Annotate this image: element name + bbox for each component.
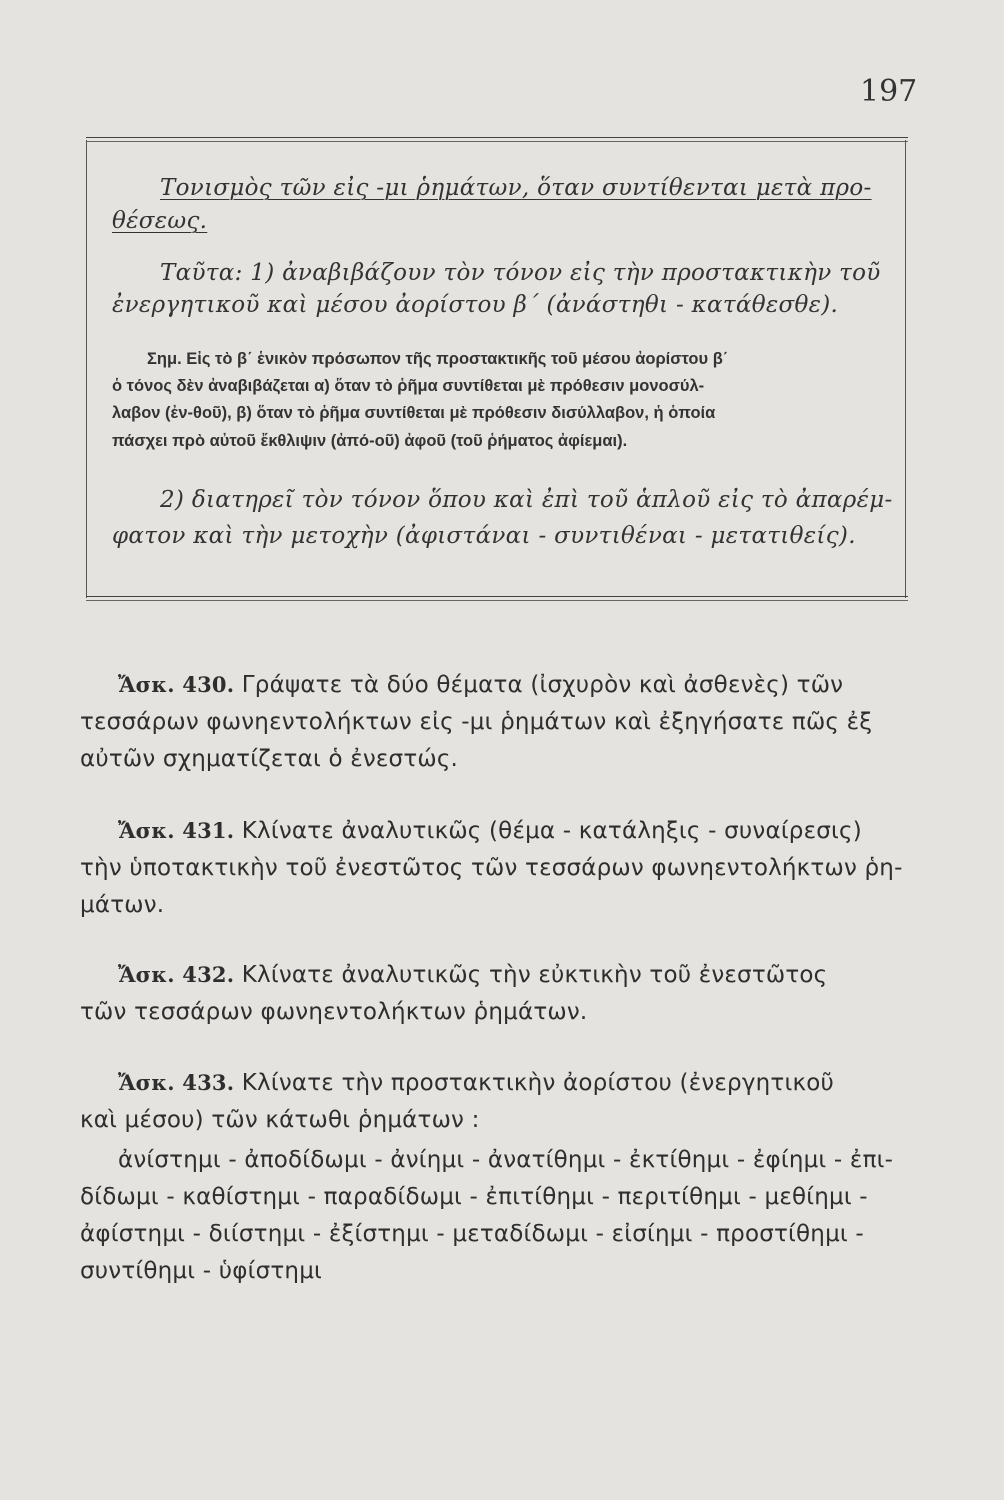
- verb-list-line-4: συντίθημι - ὑφίστημι: [80, 1258, 323, 1284]
- note-line-4: πάσχει πρὸ αὐτοῦ ἔκθλιψιν (ἀπό-οῦ) ἀφοῦ (τοῦ ῥήματος ἀφίεμαι).: [112, 432, 628, 450]
- page-number: 197: [860, 74, 918, 109]
- box-bottom-rule-inner: [86, 600, 908, 601]
- note-line-1: Σημ. Εἰς τὸ β΄ ἑνικὸν πρόσωπον τῆς προστακτικῆς τοῦ μέσου ἀορίστου β΄: [147, 350, 729, 368]
- exercise-432-line-2: τῶν τεσσάρων φωνηεντολήκτων ῥημάτων.: [80, 999, 588, 1025]
- exercise-433-line-2: καὶ μέσου) τῶν κάτωθι ῥημάτων :: [80, 1107, 480, 1133]
- verb-list-line-2: δίδωμι - καθίστημι - παραδίδωμι - ἐπιτίθημι - περιτίθημι - μεθίημι -: [80, 1184, 868, 1210]
- exercise-430-label: Ἄσκ. 430.: [118, 672, 235, 697]
- rule-1-line-2: ἐνεργητικοῦ καὶ μέσου ἀορίστου β΄ (ἀνάστηθι - κατάθεσθε).: [112, 292, 839, 318]
- exercise-430-line-3: αὐτῶν σχηματίζεται ὁ ἐνεστώς.: [80, 746, 459, 772]
- rule-2-line-2: φατον καὶ τὴν μετοχὴν (ἀφιστάναι - συντιθέναι - μετατιθείς).: [112, 523, 856, 549]
- box-top-rule: [86, 137, 908, 138]
- box-title-line-2: θέσεως.: [112, 208, 208, 234]
- rule-2-line-1: 2) διατηρεῖ τὸν τόνον ὅπου καὶ ἐπὶ τοῦ ἁπλοῦ εἰς τὸ ἀπαρέμ-: [160, 487, 893, 513]
- note-line-2: ὁ τόνος δὲν ἀναβιβάζεται α) ὅταν τὸ ῥῆμα συντίθεται μὲ πρόθεσιν μονοσύλ-: [112, 377, 705, 395]
- exercise-432-label: Ἄσκ. 432.: [118, 962, 235, 987]
- exercise-431-line-2: τὴν ὑποτακτικὴν τοῦ ἐνεστῶτος τῶν τεσσάρων φωνηεντολήκτων ῥη-: [80, 855, 903, 881]
- exercise-430-line-1: Ἄσκ. 430. Γράψατε τὰ δύο θέματα (ἰσχυρὸν καὶ ἀσθενὲς) τῶν: [118, 672, 844, 698]
- exercise-431-label: Ἄσκ. 431.: [118, 818, 235, 843]
- verb-list-line-3: ἀφίστημι - διίστημι - ἐξίστημι - μεταδίδωμι - εἰσίημι - προστίθημι -: [80, 1221, 864, 1247]
- exercise-431-line-3: μάτων.: [80, 892, 165, 918]
- exercise-433-label: Ἄσκ. 433.: [118, 1070, 235, 1095]
- exercise-430-line-2: τεσσάρων φωνηεντολήκτων εἰς -μι ῥημάτων καὶ ἐξηγήσατε πῶς ἐξ: [80, 709, 873, 735]
- rule-1-line-1: Ταῦτα: 1) ἀναβιβάζουν τὸν τόνον εἰς τὴν προστακτικὴν τοῦ: [160, 260, 881, 286]
- exercise-431-line-1: Ἄσκ. 431. Κλίνατε ἀναλυτικῶς (θέμα - κατάληξις - συναίρεσις): [118, 818, 862, 844]
- exercise-432-line-1: Ἄσκ. 432. Κλίνατε ἀναλυτικῶς τὴν εὐκτικὴν τοῦ ἐνεστῶτος: [118, 962, 828, 988]
- box-title-line-1: Τονισμὸς τῶν εἰς -μι ῥημάτων, ὅταν συντίθενται μετὰ προ-: [160, 175, 872, 201]
- note-line-3: λαβον (ἐν-θοῦ), β) ὅταν τὸ ῥῆμα συντίθεται μὲ πρόθεσιν δισύλλαβον, ἡ ὁποία: [112, 404, 716, 422]
- verb-list-line-1: ἀνίστημι - ἀποδίδωμι - ἀνίημι - ἀνατίθημι - ἐκτίθημι - ἐφίημι - ἐπι-: [118, 1147, 894, 1173]
- box-bottom-rule: [86, 596, 908, 597]
- exercise-433-line-1: Ἄσκ. 433. Κλίνατε τὴν προστακτικὴν ἀορίστου (ἐνεργητικοῦ: [118, 1070, 834, 1096]
